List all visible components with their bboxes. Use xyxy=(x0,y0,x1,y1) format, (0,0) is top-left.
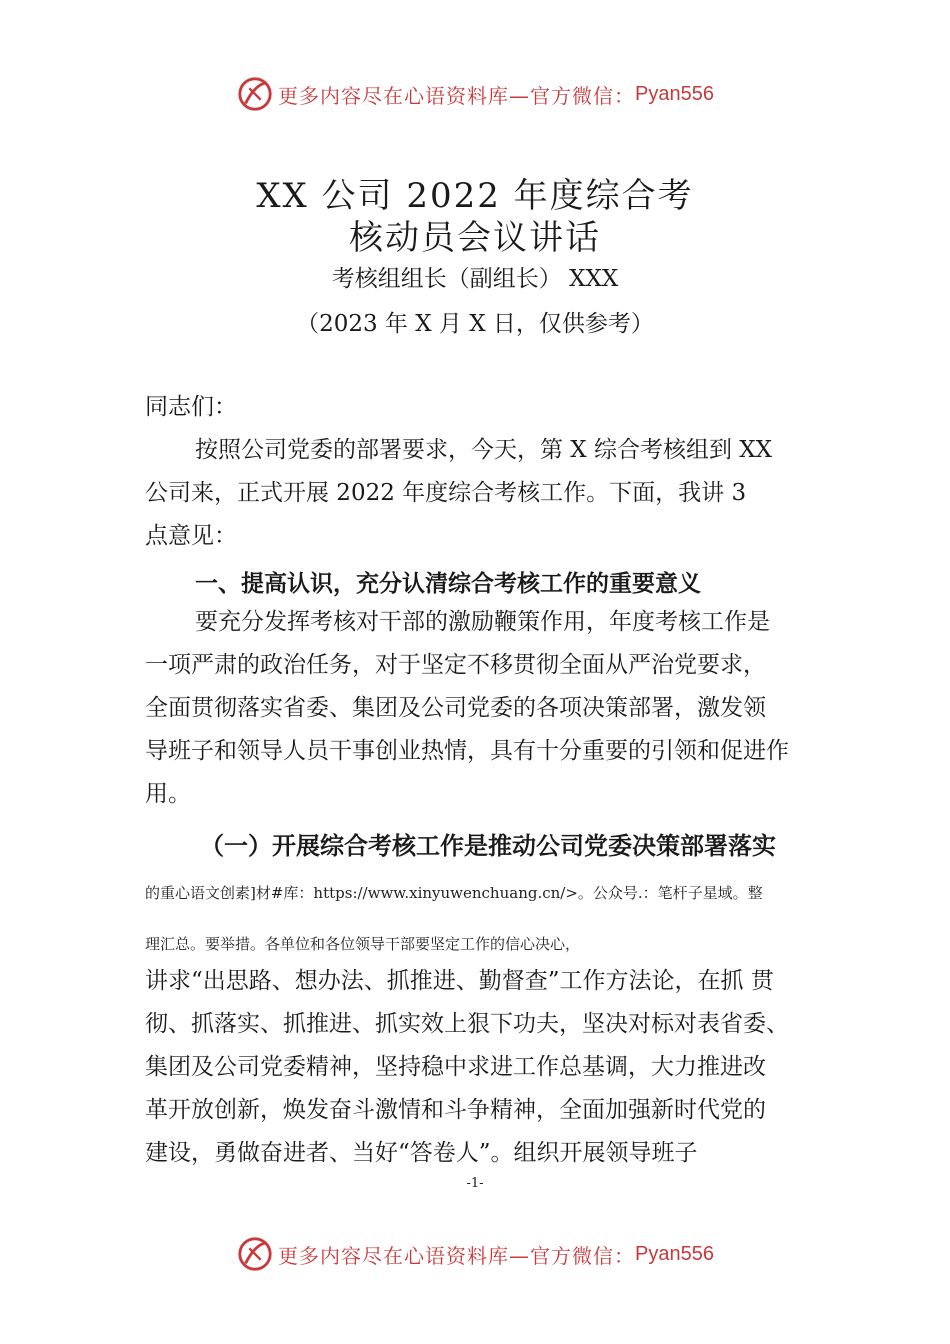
page-number: -1- xyxy=(466,1176,484,1191)
para2-line-5: 建设，勇做奋进者、当好“答卷人”。组织开展领导班子 xyxy=(145,1140,698,1166)
intro-line-1: 按照公司党委的部署要求，今天，第 X 综合考核组到 XX xyxy=(195,437,773,463)
section-heading-1: 一、提高认识，充分认清综合考核工作的重要意义 xyxy=(195,571,701,597)
footer-banner xyxy=(0,1232,950,1276)
para2-line-1: 讲求“出思路、想办法、抓推进、勤督查”工作方法论，在抓 贯 xyxy=(145,968,774,994)
para1-line-4: 导班子和领导人员干事创业热情，具有十分重要的引领和促进作 xyxy=(145,738,789,764)
para2-line-2: 彻、抓落实、抓推进、抓实效上狠下功夫，坚决对标对表省委、 xyxy=(145,1011,789,1037)
para2-line-4: 革开放创新，焕发奋斗激情和斗争精神，全面加强新时代党的 xyxy=(145,1097,766,1123)
para2-line-3: 集团及公司党委精神，坚持稳中求进工作总基调，大力推进改 xyxy=(145,1054,766,1080)
para1-line-3: 全面贯彻落实省委、集团及公司党委的各项决策部署，激发领 xyxy=(145,695,766,721)
banner-wechat-id: Pyan556 xyxy=(635,1242,714,1265)
para1-line-1: 要充分发挥考核对干部的激励鞭策作用，年度考核工作是 xyxy=(195,609,770,635)
banner-text: 更多内容尽在心语资料库—官方微信： xyxy=(278,83,636,108)
salutation: 同志们： xyxy=(145,394,237,420)
intro-line-2: 公司来，正式开展 2022 年度综合考核工作。下面，我讲 3 xyxy=(145,480,747,506)
document-title-line1: XX 公司 2022 年度综合考 xyxy=(256,176,694,216)
date-note: （2023 年 X 月 X 日，仅供参考） xyxy=(296,311,654,337)
para1-line-2: 一项严肃的政治任务，对于坚定不移贯彻全面从严治党要求， xyxy=(145,652,766,678)
banner-text: 更多内容尽在心语资料库—官方微信： xyxy=(278,1243,636,1268)
document-title-line2: 核动员会议讲话 xyxy=(349,218,601,258)
para1-line-5: 用。 xyxy=(145,781,191,807)
header-banner xyxy=(0,72,950,116)
speaker-line: 考核组组长（副组长） XXX xyxy=(331,266,619,292)
brand-logo-icon xyxy=(236,75,274,113)
banner-wechat-id: Pyan556 xyxy=(635,82,714,105)
subheading-1: （一）开展综合考核工作是推动公司党委决策部署落实 xyxy=(200,832,776,860)
intro-line-3: 点意见： xyxy=(145,523,237,549)
source-note-line-1: 的重心语文创素]材#库：https://www.xinyuwenchuang.cn/>。公众号.：笔杆子星域。整 xyxy=(145,884,763,902)
source-note-line-2: 理汇总。要举措。各单位和各位领导干部要坚定工作的信心决心， xyxy=(145,935,581,953)
brand-logo-icon xyxy=(236,1235,274,1273)
